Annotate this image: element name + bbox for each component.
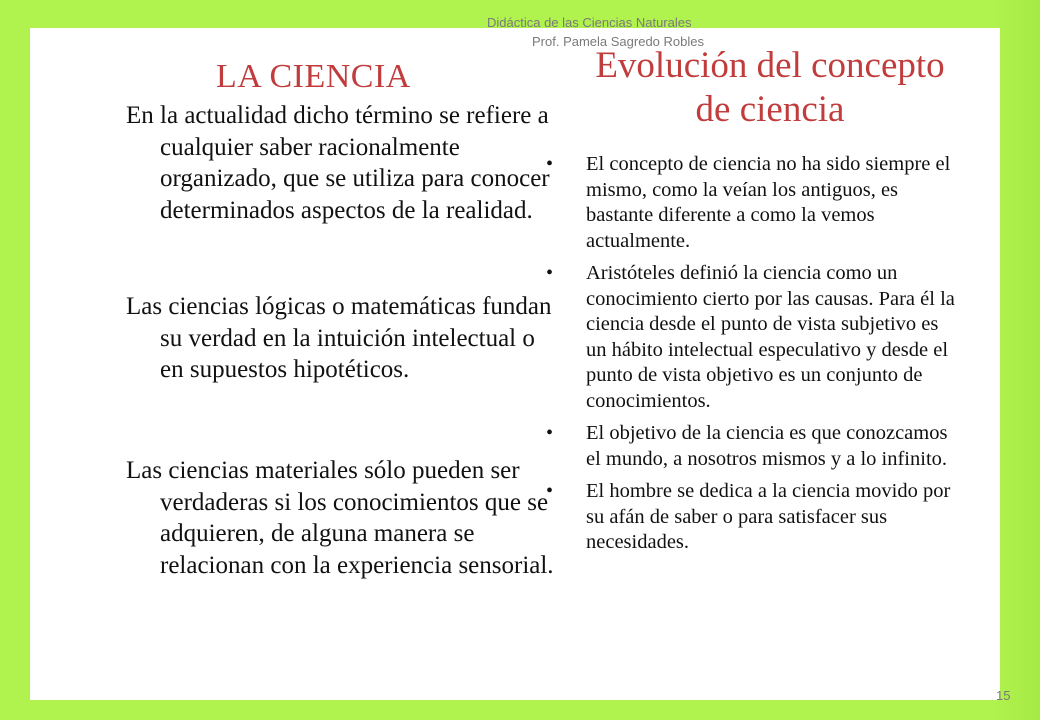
bullet-icon: •: [546, 153, 554, 175]
bullet-text: El concepto de ciencia no ha sido siempre el mismo, como la veían los antiguos, es bastante diferente a como la vemos actualmente.: [586, 153, 951, 252]
course-title: Didáctica de las Ciencias Naturales: [487, 15, 692, 30]
bullet-text: El objetivo de la ciencia es que conozcamos el mundo, a nosotros mismos y a lo infinito.: [586, 422, 948, 470]
bullet-icon: •: [546, 480, 554, 502]
page-number: 15: [996, 688, 1011, 703]
bullet-icon: •: [546, 422, 554, 444]
bullet-icon: •: [546, 262, 554, 284]
left-paragraph-1: En la actualidad dicho término se refiere a cualquier saber racionalmente organizado, que se utiliza para conocer determinados aspectos de la realidad.: [126, 102, 550, 224]
content-image-panel: [30, 28, 1000, 700]
right-title: Evolución del concepto de ciencia: [595, 45, 945, 130]
bullet-text: El hombre se dedica a la ciencia movido por su afán de saber o para satisfacer sus necesidades.: [586, 480, 951, 553]
left-title: LA CIENCIA: [216, 58, 411, 95]
bullet-text: Aristóteles definió la ciencia como un conocimiento cierto por las causas. Para él la ciencia desde el punto de vista subjetivo es un hábito intelectual especulativo y desde el punto de vista objetivo es un conjunto de conocimientos.: [586, 262, 955, 412]
left-paragraph-2: Las ciencias lógicas o matemáticas fundan su verdad en la intuición intelectual o en supuestos hipotéticos.: [126, 293, 552, 383]
bullet-item: [542, 421, 962, 472]
bullet-item: [542, 479, 962, 556]
bullet-item: [542, 152, 962, 254]
professor-name: Prof. Pamela Sagredo Robles: [532, 34, 704, 49]
right-bullet-list: [542, 152, 962, 563]
bullet-item: [542, 261, 962, 414]
left-paragraph-3: Las ciencias materiales sólo pueden ser verdaderas si los conocimientos que se adquieren, de alguna manera se relacionan con la experiencia sensorial.: [126, 457, 554, 579]
